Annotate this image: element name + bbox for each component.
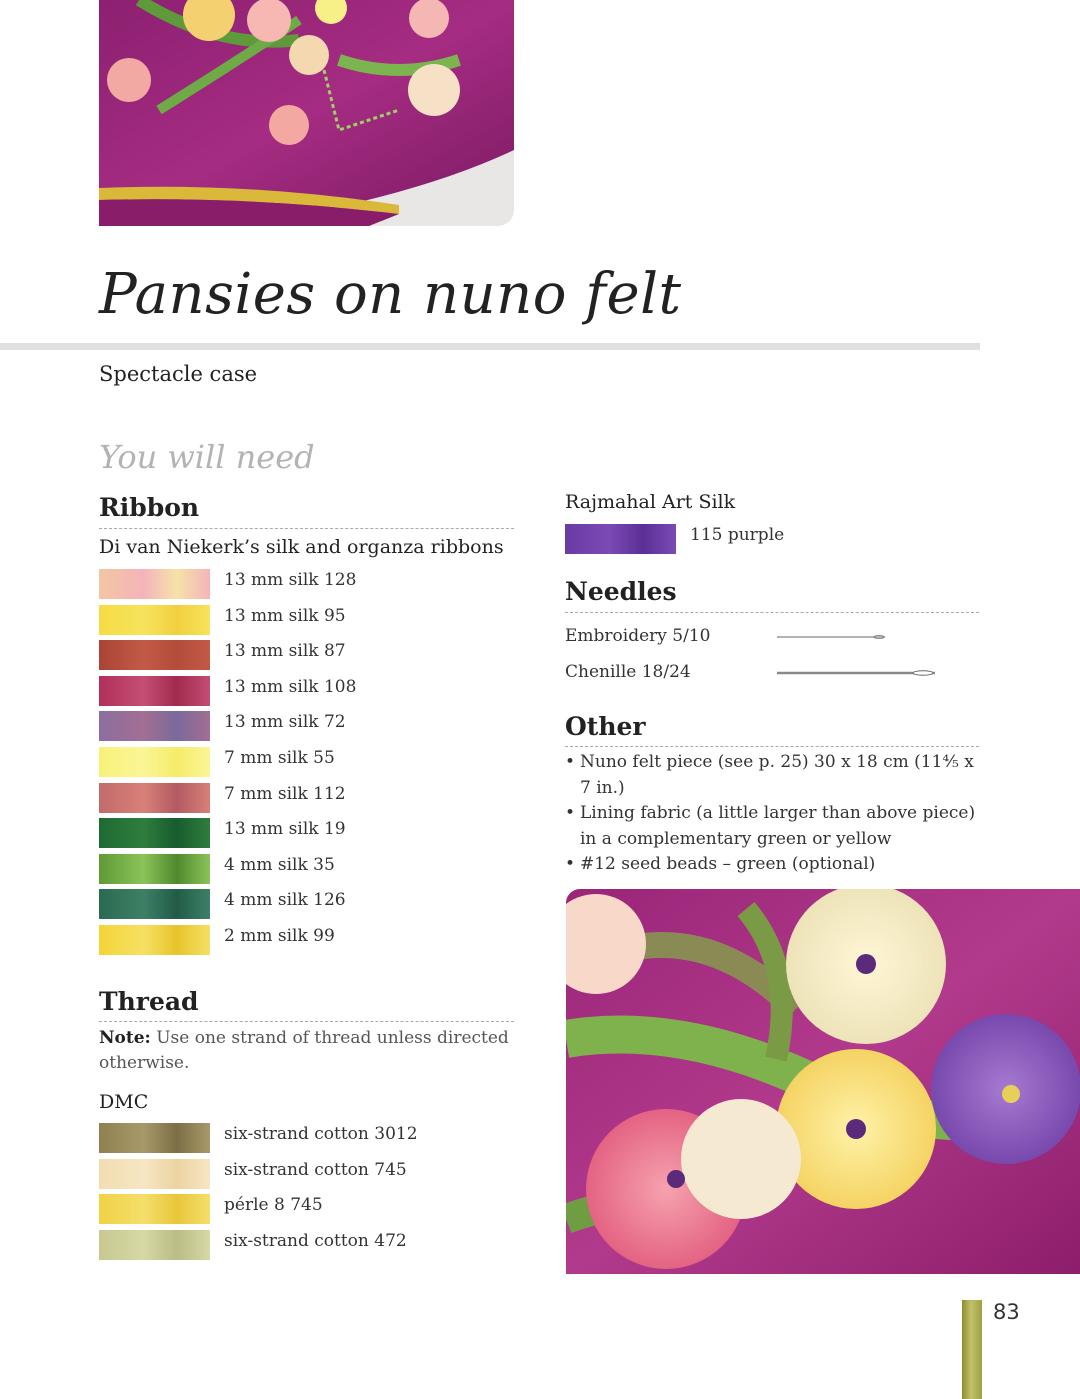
color-swatch: [99, 854, 210, 884]
swatch-label: 4 mm silk 35: [224, 854, 335, 875]
other-heading: Other: [565, 712, 646, 741]
swatch-label: 7 mm silk 112: [224, 783, 346, 804]
color-swatch: [565, 524, 676, 554]
pansies-closeup-photo: [566, 889, 1080, 1274]
note-text: Use one strand of thread unless directed otherwise.: [99, 1028, 509, 1073]
chenille-needle-icon: [775, 666, 940, 680]
needles-heading: Needles: [565, 577, 677, 606]
swatch-label: 7 mm silk 55: [224, 747, 335, 768]
bottom-photo: [566, 889, 1080, 1274]
color-swatch: [99, 818, 210, 848]
swatch-label: six-strand cotton 745: [224, 1159, 407, 1180]
other-list: [565, 750, 985, 878]
thread-divider: [99, 1021, 514, 1022]
color-swatch: [99, 1230, 210, 1260]
felt-case-photo: [99, 0, 514, 226]
other-divider: [565, 746, 979, 747]
page-number-bar: [962, 1300, 982, 1399]
other-item-text: Lining fabric (a little larger than above piece) in a complementary green or yellow: [580, 803, 976, 849]
title-underline: [0, 343, 980, 350]
swatch-label: 13 mm silk 87: [224, 641, 346, 662]
thread-note: [99, 1026, 519, 1076]
list-item: • Lining fabric (a little larger than above piece) in a complementary green or yellow: [565, 803, 976, 849]
other-item-text: Nuno felt piece (see p. 25) 30 x 18 cm (11⅘ x 7 in.): [580, 752, 974, 798]
color-swatch: [99, 889, 210, 919]
color-swatch: [99, 1159, 210, 1189]
swatch-label: 115 purple: [690, 525, 785, 545]
embroidery-needle-icon: [775, 630, 890, 644]
needles-divider: [565, 612, 979, 613]
subtitle: Spectacle case: [99, 362, 258, 386]
swatch-label: 13 mm silk 108: [224, 676, 357, 697]
page-title: Pansies on nuno felt: [99, 262, 682, 327]
ribbon-divider: [99, 528, 514, 529]
note-label: Note:: [99, 1028, 151, 1048]
color-swatch: [99, 747, 210, 777]
thread-heading: Thread: [99, 987, 199, 1016]
ribbon-brand: Di van Niekerk’s silk and organza ribbons: [99, 536, 504, 558]
list-item: • Nuno felt piece (see p. 25) 30 x 18 cm (11⅘ x 7 in.): [565, 752, 974, 798]
needle-embroidery-label: Embroidery 5/10: [565, 626, 711, 646]
other-item-text: #12 seed beads – green (optional): [580, 854, 876, 874]
swatch-label: 4 mm silk 126: [224, 890, 346, 911]
color-swatch: [99, 783, 210, 813]
top-photo: [99, 0, 514, 226]
swatch-label: six-strand cotton 3012: [224, 1124, 418, 1144]
color-swatch: [99, 676, 210, 706]
rajmahal-brand: Rajmahal Art Silk: [565, 491, 736, 513]
list-item: • #12 seed beads – green (optional): [565, 854, 876, 874]
color-swatch: [99, 925, 210, 955]
swatch-label: 13 mm silk 19: [224, 819, 346, 840]
color-swatch: [99, 640, 210, 670]
color-swatch: [99, 569, 210, 599]
swatch-label: pérle 8 745: [224, 1195, 323, 1216]
section-intro: You will need: [99, 438, 315, 476]
swatch-label: 2 mm silk 99: [224, 925, 335, 946]
color-swatch: [99, 605, 210, 635]
color-swatch: [99, 1123, 210, 1153]
ribbon-heading: Ribbon: [99, 493, 200, 522]
needle-chenille-label: Chenille 18/24: [565, 662, 691, 682]
thread-brand: DMC: [99, 1091, 149, 1113]
page-number: 83: [993, 1300, 1020, 1324]
swatch-label: 13 mm silk 72: [224, 712, 346, 733]
swatch-label: 13 mm silk 95: [224, 605, 346, 626]
swatch-label: 13 mm silk 128: [224, 570, 357, 590]
swatch-label: six-strand cotton 472: [224, 1230, 407, 1251]
color-swatch: [99, 711, 210, 741]
color-swatch: [99, 1194, 210, 1224]
